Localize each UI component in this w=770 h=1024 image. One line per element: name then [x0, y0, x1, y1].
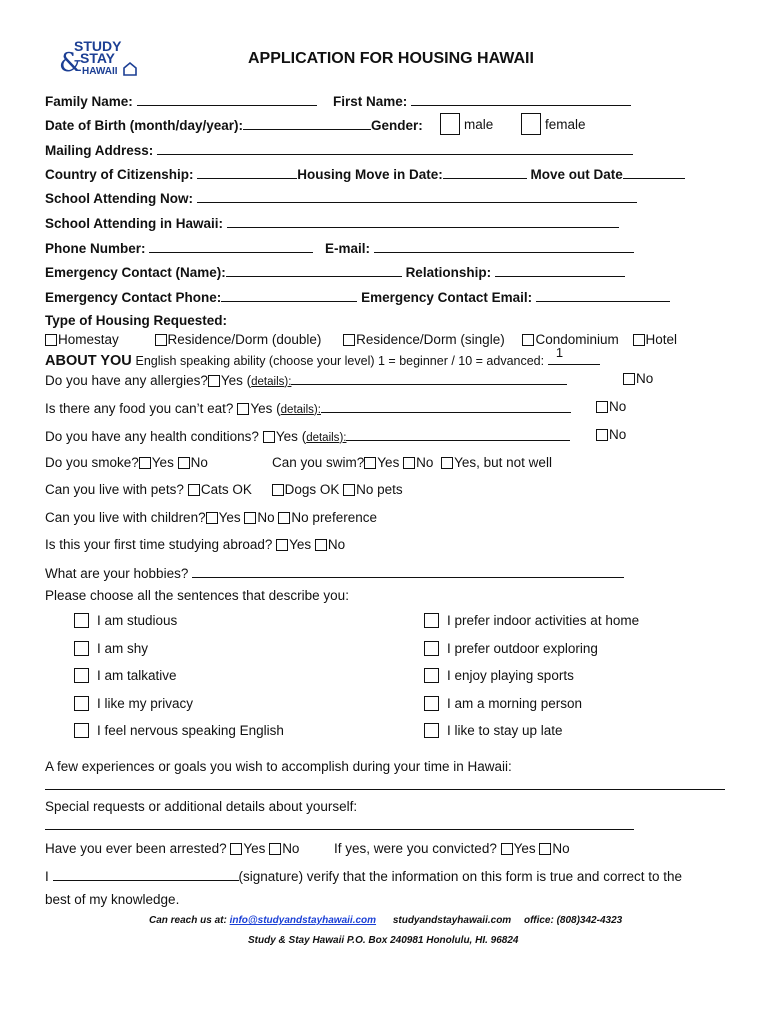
housing-option-dorm-double: Residence/Dorm (double)	[167, 332, 322, 347]
mailing-field[interactable]	[157, 141, 633, 155]
emergency-name-label: Emergency Contact (Name):	[45, 265, 226, 280]
family-name-label: Family Name:	[45, 94, 133, 109]
describe-option	[424, 662, 639, 690]
allergies-details-label: details	[251, 376, 285, 388]
move-in-label: Housing Move in Date:	[297, 167, 443, 182]
arrested-label: Have you ever been arrested?	[45, 841, 227, 856]
school-hawaii-field[interactable]	[227, 214, 619, 228]
allergies-yes-checkbox[interactable]	[208, 375, 220, 387]
logo-line1: STUDY	[74, 38, 122, 54]
describe-checkbox[interactable]	[74, 641, 89, 656]
describe-checkbox[interactable]	[424, 613, 439, 628]
food-no-label: No	[609, 399, 627, 414]
food-yes-checkbox[interactable]	[237, 403, 249, 415]
describe-checkbox[interactable]	[74, 723, 89, 738]
convicted-yes-label: Yes	[513, 841, 536, 856]
about-row	[45, 345, 600, 369]
emergency-name-row	[45, 263, 625, 280]
describe-checkbox[interactable]	[74, 668, 89, 683]
children-no-pref-checkbox[interactable]	[278, 512, 290, 524]
allergies-row: Do you have any allergies? Yes (details):	[45, 371, 567, 388]
goals-field[interactable]	[45, 789, 725, 790]
emergency-email-label: Emergency Contact Email:	[361, 290, 533, 305]
male-checkbox[interactable]	[440, 113, 460, 135]
male-label: male	[464, 117, 494, 132]
describe-label: I like my privacy	[97, 695, 194, 711]
emergency-name-field[interactable]	[226, 263, 402, 277]
health-yes-checkbox[interactable]	[263, 431, 275, 443]
describe-checkbox[interactable]	[74, 613, 89, 628]
describe-checkbox[interactable]	[424, 641, 439, 656]
children-yes-label: Yes	[218, 510, 241, 525]
relationship-field[interactable]	[495, 263, 625, 277]
food-details-field[interactable]	[321, 399, 571, 413]
arrested-no-label: No	[282, 841, 300, 856]
food-no-checkbox[interactable]	[596, 401, 608, 413]
emergency-email-field[interactable]	[536, 288, 670, 302]
food-no	[596, 399, 626, 414]
first-name-label: First Name:	[333, 94, 408, 109]
describe-label: I am shy	[97, 640, 149, 656]
health-yes-label: Yes	[275, 429, 298, 444]
first-time-yes-label: Yes	[289, 537, 312, 552]
dogs-checkbox[interactable]	[272, 484, 284, 496]
move-out-label: Move out Date	[530, 167, 623, 182]
describe-label: I am a morning person	[447, 695, 583, 711]
housing-option-hotel: Hotel	[645, 332, 678, 347]
mailing-row	[45, 141, 633, 158]
health-details-field[interactable]	[346, 427, 570, 441]
family-name-row	[45, 92, 317, 109]
swim-not-well-label: Yes, but not well	[454, 455, 552, 470]
signature-row	[45, 867, 682, 884]
pets-label: Can you live with pets?	[45, 482, 184, 497]
convicted-no-label: No	[552, 841, 570, 856]
allergies-no-checkbox[interactable]	[623, 373, 635, 385]
housing-option-dorm-single: Residence/Dorm (single)	[356, 332, 505, 347]
arrested-yes-checkbox[interactable]	[230, 843, 242, 855]
goals-label: A few experiences or goals you wish to accomplish during your time in Hawaii:	[45, 759, 512, 774]
homestay-checkbox[interactable]	[45, 334, 57, 346]
family-name-field[interactable]	[137, 92, 317, 106]
citizenship-row	[45, 165, 685, 182]
logo-line3: HAWAII	[82, 66, 118, 77]
convicted-yes-checkbox[interactable]	[501, 843, 513, 855]
food-row: Is there any food you can’t eat? Yes (details):	[45, 399, 571, 416]
dogs-label: Dogs OK	[284, 482, 340, 497]
move-out-field[interactable]	[623, 165, 685, 179]
arrested-yes-label: Yes	[243, 841, 266, 856]
first-time-no-checkbox[interactable]	[315, 539, 327, 551]
describe-option	[424, 635, 639, 663]
health-row: Do you have any health conditions? Yes (details):	[45, 427, 570, 444]
school-hawaii-label: School Attending in Hawaii:	[45, 216, 223, 231]
phone-field[interactable]	[149, 239, 313, 253]
children-no-checkbox[interactable]	[244, 512, 256, 524]
mailing-label: Mailing Address:	[45, 143, 154, 158]
no-pets-checkbox[interactable]	[343, 484, 355, 496]
gender-label: Gender:	[371, 118, 423, 133]
footer-office: office: (808)342-4323	[523, 915, 623, 926]
smoke-label: Do you smoke?	[45, 455, 139, 470]
children-no-label: No	[257, 510, 275, 525]
citizenship-field[interactable]	[197, 165, 297, 179]
describe-option	[74, 607, 284, 635]
swim-yes-checkbox[interactable]	[364, 457, 376, 469]
cats-label: Cats OK	[200, 482, 252, 497]
logo-line2: STAY	[80, 50, 116, 66]
children-row	[45, 510, 377, 525]
smoke-row	[45, 455, 208, 470]
describe-label: I am studious	[97, 613, 178, 628]
describe-option	[74, 635, 284, 663]
describe-left-list	[74, 607, 284, 745]
first-time-yes-checkbox[interactable]	[276, 539, 288, 551]
school-now-field[interactable]	[197, 189, 637, 203]
school-now-row	[45, 189, 637, 206]
condominium-checkbox[interactable]	[522, 334, 534, 346]
emergency-phone-row	[45, 288, 670, 305]
signature-text: (signature) verify that the information on this form is true and correct to the	[238, 869, 682, 884]
health-details-label: details	[306, 432, 340, 444]
english-ability-value: 1	[555, 345, 564, 360]
signature-text2: best of my knowledge.	[45, 892, 180, 907]
smoke-no-checkbox[interactable]	[178, 457, 190, 469]
children-no-pref-label: No preference	[291, 510, 377, 525]
choose-label: Please choose all the sentences that describe you:	[45, 588, 349, 603]
hotel-checkbox[interactable]	[633, 334, 645, 346]
emergency-phone-field[interactable]	[221, 288, 357, 302]
school-now-label: School Attending Now:	[45, 191, 193, 206]
signature-field[interactable]	[53, 867, 239, 881]
school-hawaii-row	[45, 214, 619, 231]
footer-reach: Can reach us at:	[149, 915, 227, 926]
dob-field[interactable]	[243, 116, 371, 130]
english-ability-label: English speaking ability (choose your level) 1 = beginner / 10 = advanced:	[135, 354, 545, 368]
swim-yes-label: Yes	[377, 455, 400, 470]
special-field[interactable]	[45, 829, 634, 830]
female-label: female	[545, 117, 586, 132]
first-time-label: Is this your first time studying abroad?	[45, 537, 273, 552]
dorm-double-checkbox[interactable]	[155, 334, 167, 346]
describe-checkbox[interactable]	[74, 696, 89, 711]
health-no-label: No	[609, 427, 627, 442]
dob-label: Date of Birth (month/day/year):	[45, 118, 244, 133]
dob-row	[45, 116, 423, 133]
phone-row	[45, 239, 313, 256]
describe-option	[74, 690, 284, 718]
footer-email-link[interactable]: info@studyandstayhawaii.com	[229, 915, 377, 926]
children-label: Can you live with children?	[45, 510, 206, 525]
smoke-yes-label: Yes	[151, 455, 174, 470]
housing-option-homestay: Homestay	[58, 332, 119, 347]
describe-label: I prefer indoor activities at home	[447, 613, 640, 628]
children-yes-checkbox[interactable]	[206, 512, 218, 524]
swim-not-well-checkbox[interactable]	[441, 457, 453, 469]
phone-label: Phone Number:	[45, 241, 146, 256]
first-name-row	[333, 92, 631, 109]
convicted-no-checkbox[interactable]	[539, 843, 551, 855]
dorm-single-checkbox[interactable]	[343, 334, 355, 346]
hobbies-label: What are your hobbies?	[45, 566, 189, 581]
special-label: Special requests or additional details about yourself:	[45, 799, 358, 814]
arrested-row	[45, 841, 299, 856]
food-yes-label: Yes	[250, 401, 273, 416]
hobbies-field[interactable]	[192, 564, 624, 578]
arrested-no-checkbox[interactable]	[269, 843, 281, 855]
describe-label: I like to stay up late	[447, 723, 563, 738]
describe-option	[424, 607, 639, 635]
health-label: Do you have any health conditions?	[45, 429, 259, 444]
signature-i: I	[45, 869, 49, 884]
describe-option	[424, 690, 639, 718]
about-heading: ABOUT YOU	[45, 353, 132, 369]
house-icon	[124, 63, 136, 75]
swim-label: Can you swim?	[272, 455, 365, 470]
health-no	[596, 427, 626, 442]
emergency-phone-label: Emergency Contact Phone:	[45, 290, 222, 305]
move-in-field[interactable]	[443, 165, 527, 179]
email-field[interactable]	[374, 239, 634, 253]
allergies-details-field[interactable]	[291, 371, 567, 385]
footer-site: studyandstayhawaii.com	[392, 915, 512, 926]
study-stay-hawaii-logo	[58, 38, 148, 78]
swim-row	[272, 455, 552, 470]
describe-label: I prefer outdoor exploring	[447, 640, 598, 656]
smoke-yes-checkbox[interactable]	[139, 457, 151, 469]
first-time-row	[45, 537, 345, 552]
allergies-no	[623, 371, 653, 386]
housing-label: Type of Housing Requested:	[45, 313, 228, 328]
describe-option	[74, 717, 284, 745]
describe-label: I enjoy playing sports	[447, 668, 574, 683]
allergies-yes-label: Yes	[220, 373, 243, 388]
allergies-label: Do you have any allergies?	[45, 373, 208, 388]
pets-row	[45, 482, 403, 497]
first-time-no-label: No	[327, 537, 346, 552]
describe-checkbox[interactable]	[424, 723, 439, 738]
citizenship-label: Country of Citizenship:	[45, 167, 194, 182]
smoke-no-label: No	[190, 455, 208, 470]
first-name-field[interactable]	[411, 92, 631, 106]
describe-right-list	[424, 607, 639, 745]
housing-option-condominium: Condominium	[535, 332, 619, 347]
email-row	[325, 239, 634, 256]
describe-option	[424, 717, 639, 745]
swim-no-checkbox[interactable]	[403, 457, 415, 469]
gender-options	[440, 113, 586, 135]
english-ability-field[interactable]	[548, 345, 600, 365]
describe-label: I am talkative	[97, 668, 177, 683]
relationship-label: Relationship:	[405, 265, 492, 280]
hobbies-row	[45, 564, 624, 581]
footer-contact	[149, 915, 622, 926]
swim-no-label: No	[416, 455, 434, 470]
describe-checkbox[interactable]	[424, 696, 439, 711]
no-pets-label: No pets	[356, 482, 403, 497]
convicted-row	[334, 841, 570, 856]
female-checkbox[interactable]	[521, 113, 541, 135]
allergies-no-label: No	[636, 371, 654, 386]
describe-option	[74, 662, 284, 690]
email-label: E-mail:	[325, 241, 371, 256]
housing-options	[45, 332, 677, 347]
describe-label: I feel nervous speaking English	[97, 723, 284, 738]
health-no-checkbox[interactable]	[596, 429, 608, 441]
footer-address: Study & Stay Hawaii P.O. Box 240981 Honolulu, HI. 96824	[248, 935, 519, 946]
logo-amp: &	[59, 48, 83, 78]
food-label: Is there any food you can’t eat?	[45, 401, 234, 416]
describe-checkbox[interactable]	[424, 668, 439, 683]
food-details-label: details	[280, 404, 314, 416]
form-title: APPLICATION FOR HOUSING HAWAII	[248, 50, 534, 67]
cats-checkbox[interactable]	[188, 484, 200, 496]
convicted-label: If yes, were you convicted?	[334, 841, 497, 856]
